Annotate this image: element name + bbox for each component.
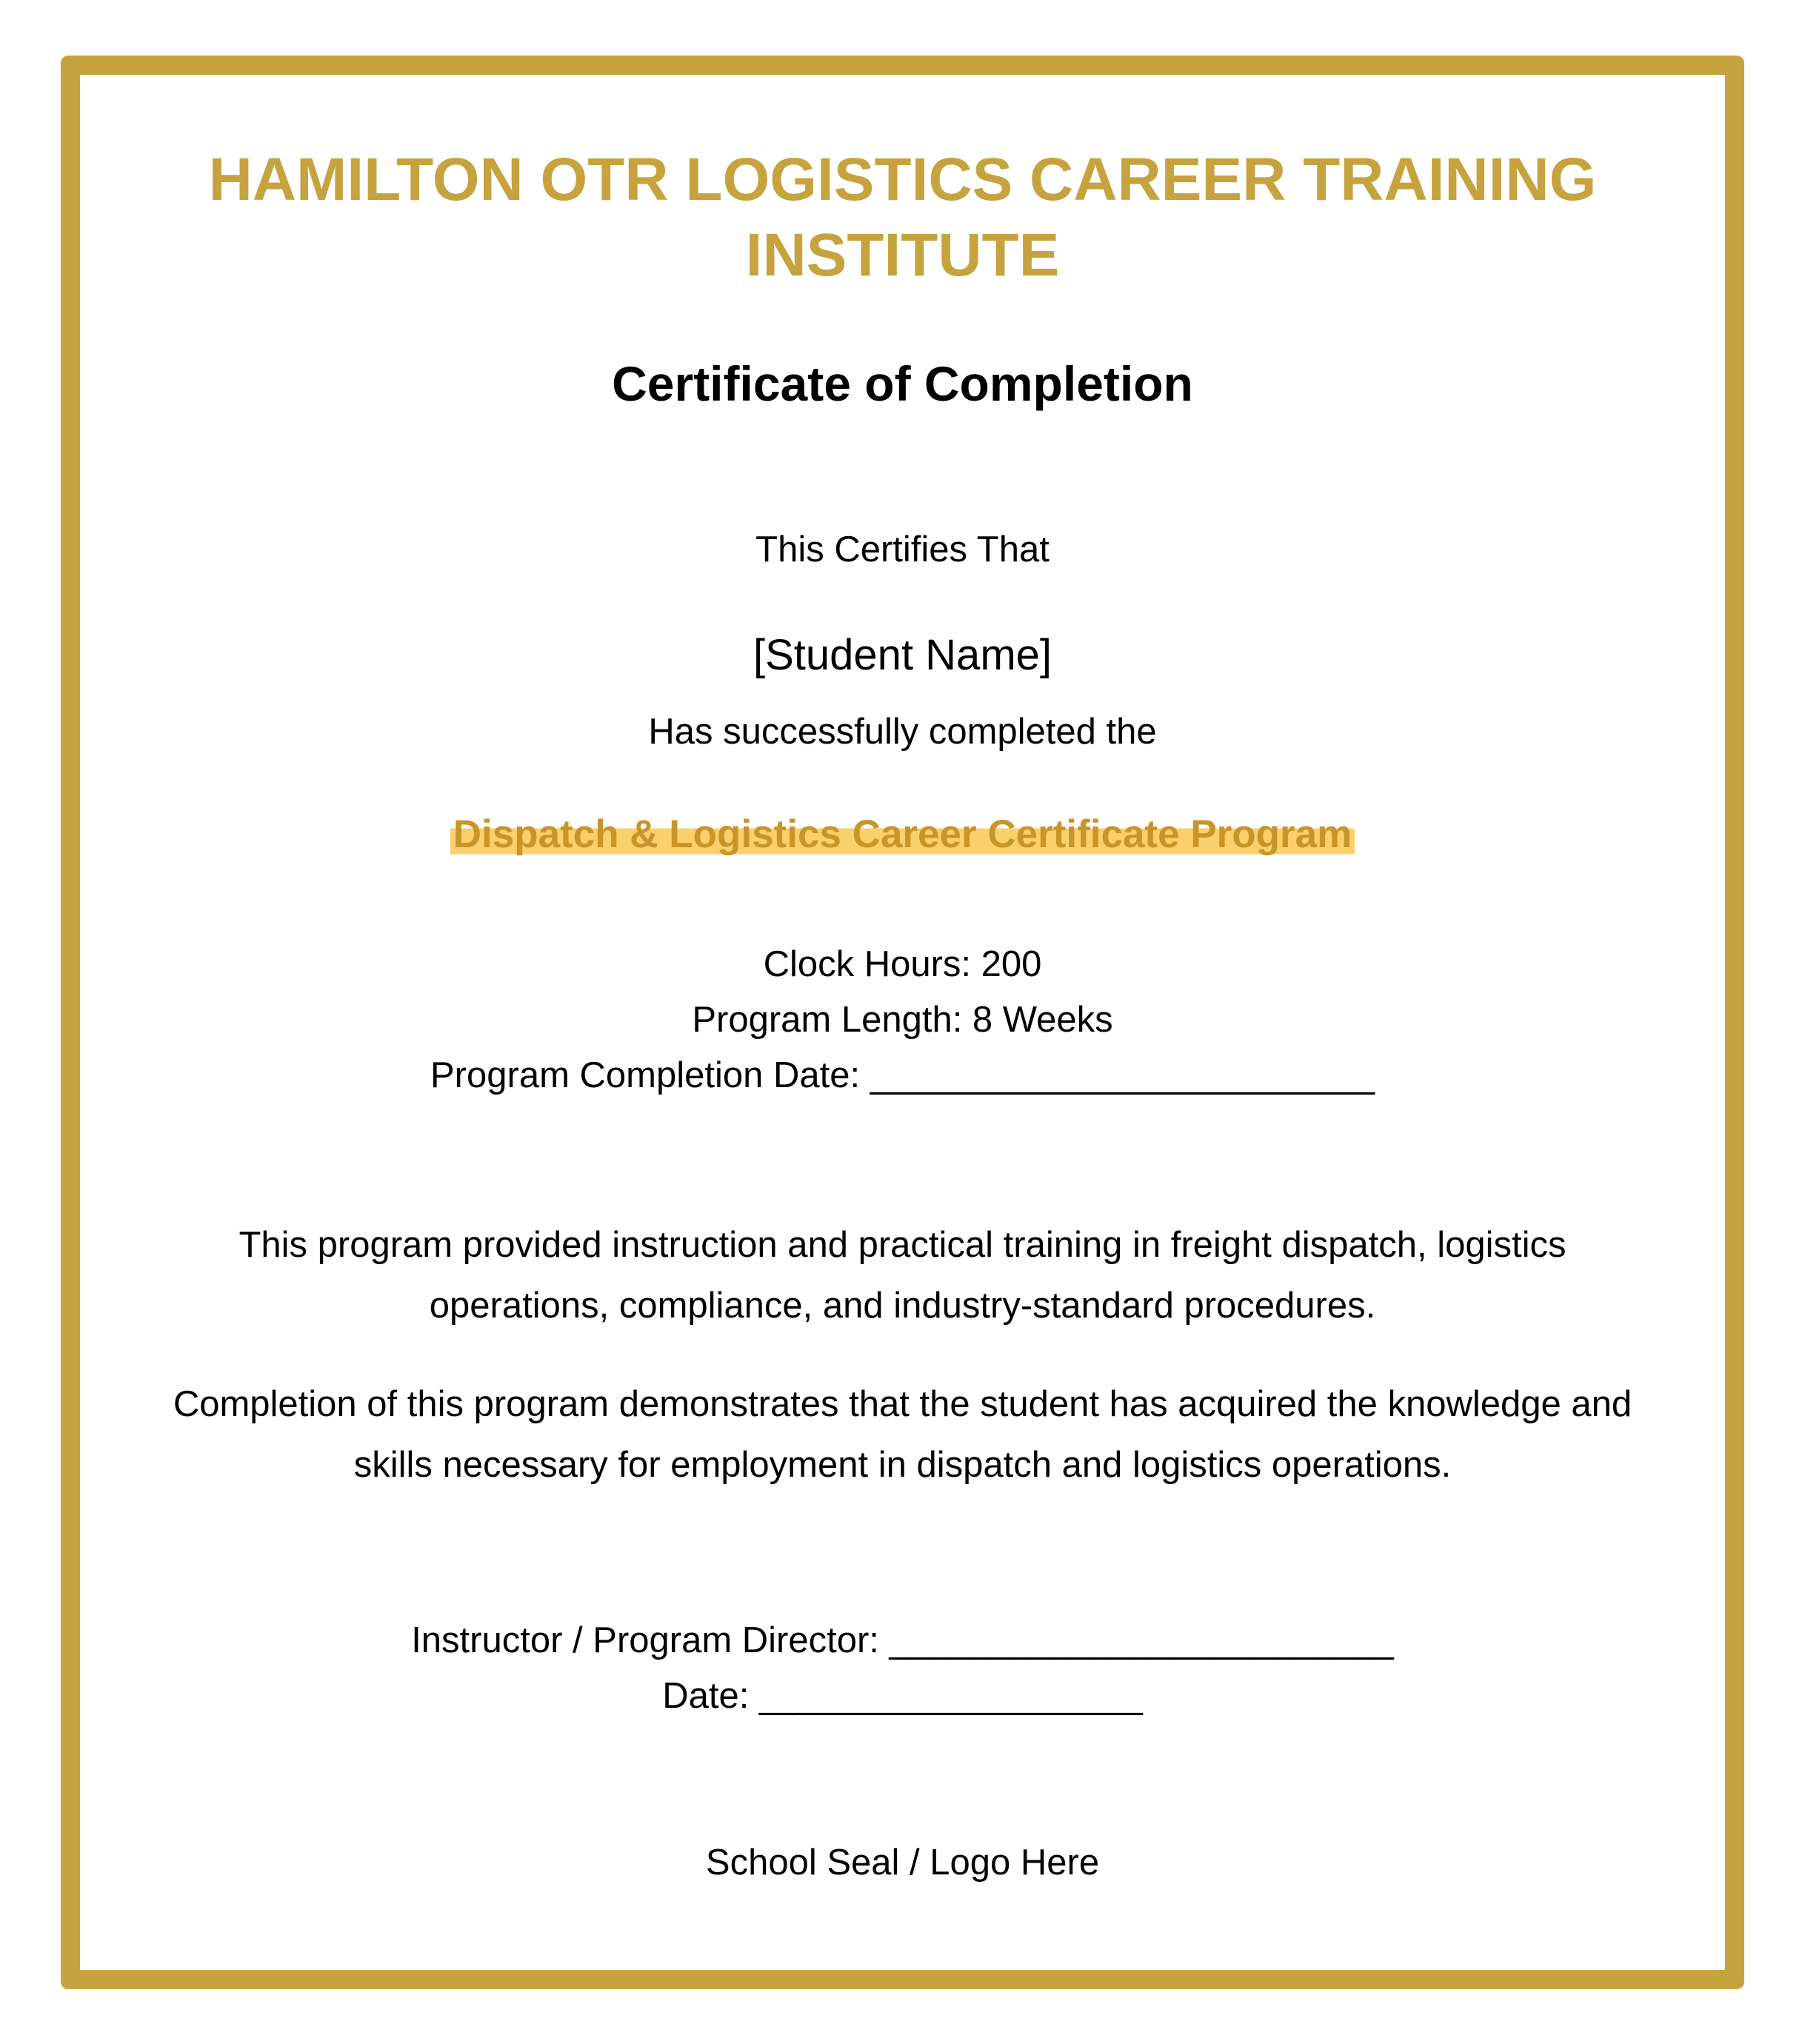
program-name: Dispatch & Logistics Career Certificate Program: [450, 809, 1355, 861]
program-name-wrapper: [0, 809, 1805, 861]
signature-date-line: Date: ___________________: [662, 1676, 1143, 1716]
certifies-text: This Certifies That: [755, 530, 1050, 570]
institution-name-line-1: HAMILTON OTR LOGISTICS CAREER TRAINING: [208, 146, 1597, 213]
school-seal-placeholder: School Seal / Logo Here: [705, 1843, 1100, 1883]
completion-statement-line-1: Completion of this program demonstrates that the student has acquired the knowledge and: [173, 1384, 1632, 1424]
student-name: [Student Name]: [753, 631, 1052, 679]
instructor-signature-line: Instructor / Program Director: _________________________: [411, 1620, 1394, 1660]
institution-name: [0, 142, 1805, 293]
completion-statement-line-2: skills necessary for employment in dispatch and logistics operations.: [353, 1445, 1452, 1485]
program-description-line-1: This program provided instruction and practical training in freight dispatch, logistics: [238, 1225, 1567, 1265]
certificate-title: Certificate of Completion: [612, 356, 1193, 411]
clock-hours: Clock Hours: 200: [763, 944, 1042, 984]
completion-statement: [0, 1374, 1805, 1495]
program-description: [0, 1215, 1805, 1336]
completed-text: Has successfully completed the: [648, 712, 1157, 752]
completion-date-field: Program Completion Date: _________________________: [430, 1055, 1375, 1095]
institution-name-line-2: INSTITUTE: [745, 221, 1060, 289]
program-description-line-2: operations, compliance, and industry-standard procedures.: [429, 1286, 1376, 1326]
program-length: Program Length: 8 Weeks: [692, 1000, 1113, 1040]
